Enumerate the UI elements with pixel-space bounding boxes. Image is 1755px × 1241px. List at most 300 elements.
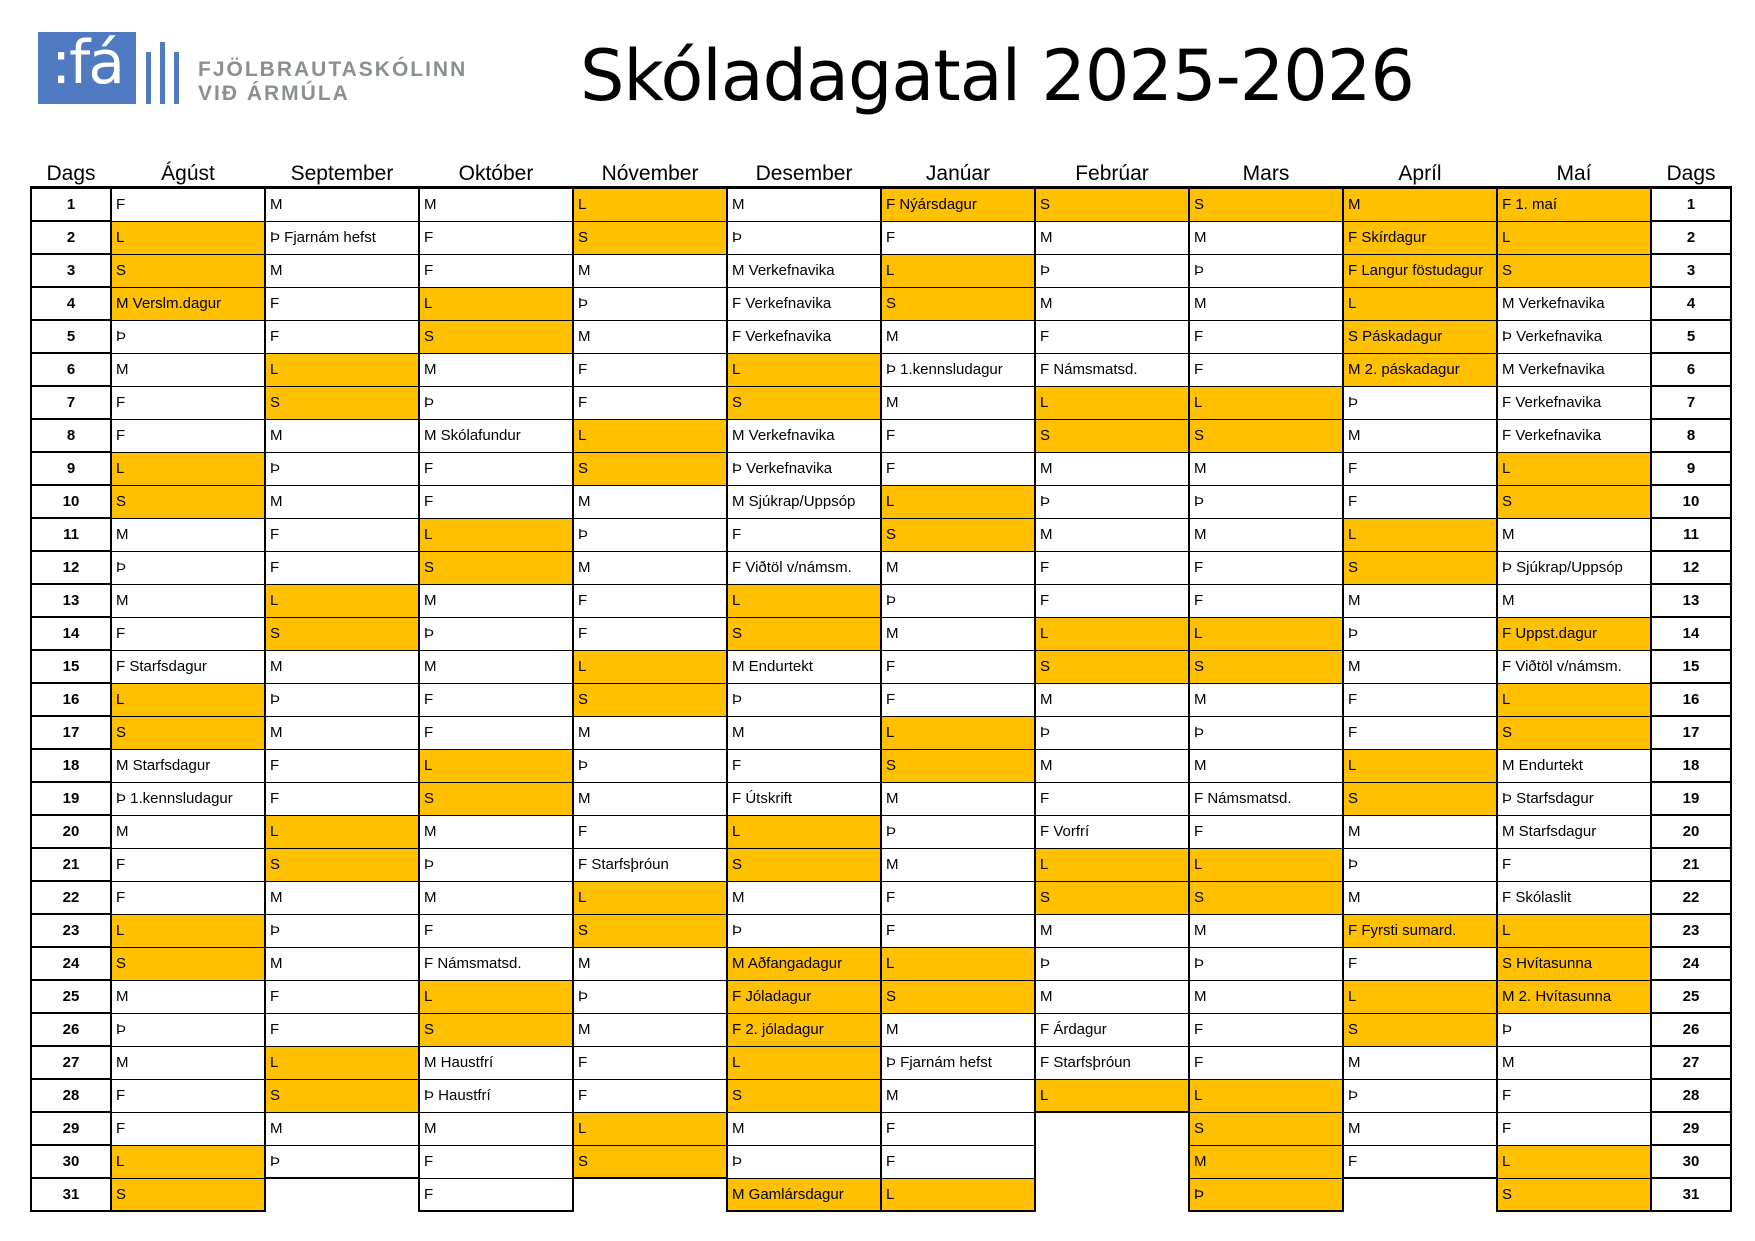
- day-cell: M: [881, 782, 1035, 815]
- day-cell: M: [573, 551, 727, 584]
- day-cell: L: [1189, 386, 1343, 419]
- day-number: 9: [1651, 452, 1731, 485]
- day-cell: M: [881, 551, 1035, 584]
- day-cell: M: [1035, 518, 1189, 551]
- day-cell: M: [573, 485, 727, 518]
- day-cell: L: [1343, 518, 1497, 551]
- day-cell: L: [111, 914, 265, 947]
- day-number: 13: [31, 584, 111, 617]
- day-cell: S: [111, 716, 265, 749]
- day-cell: L: [1497, 914, 1651, 947]
- day-cell: S: [265, 617, 419, 650]
- day-cell: S: [111, 254, 265, 287]
- day-cell: S: [265, 386, 419, 419]
- day-cell: F: [1343, 947, 1497, 980]
- day-cell: M: [1035, 221, 1189, 254]
- day-cell: L: [1035, 617, 1189, 650]
- day-cell: M: [1189, 518, 1343, 551]
- day-number: 17: [1651, 716, 1731, 749]
- day-number: 8: [1651, 419, 1731, 452]
- day-number: 1: [1651, 188, 1731, 222]
- day-cell: F: [111, 386, 265, 419]
- table-row: [31, 254, 1731, 287]
- day-cell: M: [1497, 518, 1651, 551]
- day-cell: F: [419, 683, 573, 716]
- day-cell: Þ: [1343, 386, 1497, 419]
- day-cell: F: [881, 419, 1035, 452]
- day-cell: S Páskadagur: [1343, 320, 1497, 353]
- day-number: 27: [31, 1046, 111, 1079]
- day-number: 1: [31, 188, 111, 222]
- day-number: 3: [31, 254, 111, 287]
- day-cell: M: [111, 815, 265, 848]
- day-header-right: Dags: [1651, 158, 1731, 188]
- day-cell: L: [1035, 1079, 1189, 1112]
- table-row: [31, 386, 1731, 419]
- page-title: Skóladagatal 2025-2026: [580, 35, 1414, 117]
- day-cell: F: [881, 221, 1035, 254]
- day-cell: F: [265, 551, 419, 584]
- day-cell: M 2. Hvítasunna: [1497, 980, 1651, 1013]
- table-row: [31, 683, 1731, 716]
- day-cell: M: [1189, 221, 1343, 254]
- day-cell: S: [573, 452, 727, 485]
- day-cell: F Viðtöl v/námsm.: [727, 551, 881, 584]
- day-cell: L: [111, 221, 265, 254]
- day-number: 15: [1651, 650, 1731, 683]
- day-cell: S: [1035, 419, 1189, 452]
- day-cell: L: [1497, 683, 1651, 716]
- day-cell: F: [111, 419, 265, 452]
- day-cell: Þ: [111, 320, 265, 353]
- day-number: 31: [31, 1178, 111, 1211]
- table-row: [31, 485, 1731, 518]
- day-cell: Þ: [1497, 1013, 1651, 1046]
- table-row: [31, 1046, 1731, 1079]
- table-row: [31, 716, 1731, 749]
- day-cell: Þ: [1189, 485, 1343, 518]
- day-cell: F: [265, 320, 419, 353]
- day-number: 29: [31, 1112, 111, 1145]
- day-cell: M: [881, 386, 1035, 419]
- day-cell: F: [573, 1046, 727, 1079]
- day-cell: M Verkefnavika: [1497, 287, 1651, 320]
- table-row: [31, 1145, 1731, 1178]
- day-cell: F: [265, 1013, 419, 1046]
- day-cell: Þ: [881, 584, 1035, 617]
- table-row: [31, 551, 1731, 584]
- day-cell: M: [265, 419, 419, 452]
- day-cell: L: [881, 1178, 1035, 1211]
- day-cell: S: [111, 947, 265, 980]
- day-cell: L: [1343, 980, 1497, 1013]
- calendar-body: [31, 188, 1731, 1212]
- day-cell: Þ: [1035, 947, 1189, 980]
- day-cell: F Viðtöl v/námsm.: [1497, 650, 1651, 683]
- day-cell: S: [727, 848, 881, 881]
- table-row: [31, 188, 1731, 222]
- day-cell: L: [419, 980, 573, 1013]
- day-cell: L: [1497, 452, 1651, 485]
- day-cell: S: [1035, 881, 1189, 914]
- day-cell: M: [419, 815, 573, 848]
- day-cell: F: [419, 1145, 573, 1178]
- day-cell: F: [111, 848, 265, 881]
- day-cell: F Verkefnavika: [727, 320, 881, 353]
- day-cell: F: [1189, 353, 1343, 386]
- day-cell: M: [573, 947, 727, 980]
- day-number: 26: [31, 1013, 111, 1046]
- logo-mark-text: :fá: [50, 28, 124, 98]
- day-cell: S: [1497, 485, 1651, 518]
- day-cell: F: [265, 287, 419, 320]
- table-row: [31, 518, 1731, 551]
- day-cell: M: [1189, 914, 1343, 947]
- table-row: [31, 320, 1731, 353]
- month-header: Ágúst: [111, 158, 265, 188]
- day-number: 30: [31, 1145, 111, 1178]
- day-cell: F Verkefnavika: [1497, 419, 1651, 452]
- day-cell: S: [881, 287, 1035, 320]
- day-cell: L: [1189, 1079, 1343, 1112]
- day-cell: M: [1343, 1112, 1497, 1145]
- day-cell: L: [419, 749, 573, 782]
- day-number: 14: [1651, 617, 1731, 650]
- month-header: Febrúar: [1035, 158, 1189, 188]
- month-header: Mars: [1189, 158, 1343, 188]
- day-cell: M: [1035, 683, 1189, 716]
- day-cell: Þ: [111, 1013, 265, 1046]
- day-cell: F: [1343, 485, 1497, 518]
- day-cell: S: [881, 980, 1035, 1013]
- table-row: [31, 221, 1731, 254]
- day-number: 11: [31, 518, 111, 551]
- day-cell: F: [1497, 1112, 1651, 1145]
- day-cell: S: [419, 320, 573, 353]
- day-cell: M: [1189, 287, 1343, 320]
- day-cell: M: [1343, 1046, 1497, 1079]
- day-cell: L: [573, 1112, 727, 1145]
- day-number: 9: [31, 452, 111, 485]
- table-row: [31, 782, 1731, 815]
- day-number: 25: [31, 980, 111, 1013]
- day-cell: L: [881, 716, 1035, 749]
- day-number: 19: [1651, 782, 1731, 815]
- month-header: Nóvember: [573, 158, 727, 188]
- day-cell: M Endurtekt: [727, 650, 881, 683]
- day-cell: L: [265, 1046, 419, 1079]
- day-cell: M: [111, 518, 265, 551]
- table-row: [31, 1079, 1731, 1112]
- day-cell: F Fyrsti sumard.: [1343, 914, 1497, 947]
- day-cell: Þ: [1189, 1178, 1343, 1211]
- day-cell: M Haustfrí: [419, 1046, 573, 1079]
- day-cell: M: [727, 1112, 881, 1145]
- day-cell: M: [1497, 584, 1651, 617]
- day-cell: Þ: [727, 683, 881, 716]
- day-cell: S: [1343, 551, 1497, 584]
- day-number: 25: [1651, 980, 1731, 1013]
- day-cell: M: [727, 716, 881, 749]
- day-cell: M: [573, 716, 727, 749]
- day-cell: L: [881, 254, 1035, 287]
- day-cell: Þ: [1035, 716, 1189, 749]
- table-row: [31, 617, 1731, 650]
- day-number: 4: [1651, 287, 1731, 320]
- day-cell: L: [573, 188, 727, 222]
- day-cell: F: [1497, 848, 1651, 881]
- table-row: [31, 980, 1731, 1013]
- day-cell: F: [881, 1112, 1035, 1145]
- day-cell: F: [881, 650, 1035, 683]
- day-cell: F: [265, 980, 419, 1013]
- empty-cell: [1035, 1112, 1189, 1145]
- day-cell: S: [1189, 188, 1343, 222]
- day-cell: F: [111, 188, 265, 222]
- month-header: Desember: [727, 158, 881, 188]
- day-cell: S: [111, 1178, 265, 1211]
- day-cell: S: [1343, 782, 1497, 815]
- day-cell: M Sjúkrap/Uppsóp: [727, 485, 881, 518]
- day-cell: F: [111, 1079, 265, 1112]
- day-cell: M: [1035, 914, 1189, 947]
- day-cell: M: [881, 320, 1035, 353]
- day-number: 4: [31, 287, 111, 320]
- day-cell: S: [1497, 254, 1651, 287]
- day-cell: L: [265, 584, 419, 617]
- day-cell: Þ: [573, 287, 727, 320]
- day-cell: Þ: [1189, 254, 1343, 287]
- day-cell: M: [1035, 452, 1189, 485]
- day-cell: Þ: [727, 1145, 881, 1178]
- day-cell: L: [573, 650, 727, 683]
- day-cell: M: [111, 980, 265, 1013]
- day-number: 6: [1651, 353, 1731, 386]
- day-cell: F: [881, 683, 1035, 716]
- day-cell: L: [727, 1046, 881, 1079]
- day-cell: F: [111, 1112, 265, 1145]
- day-cell: M: [1189, 749, 1343, 782]
- day-cell: F: [1035, 782, 1189, 815]
- day-cell: S: [111, 485, 265, 518]
- day-cell: S: [573, 914, 727, 947]
- day-cell: M: [881, 1013, 1035, 1046]
- day-cell: Þ: [265, 1145, 419, 1178]
- day-number: 2: [1651, 221, 1731, 254]
- day-cell: M: [265, 1112, 419, 1145]
- day-cell: F: [881, 914, 1035, 947]
- month-header: Apríl: [1343, 158, 1497, 188]
- day-cell: M: [573, 1013, 727, 1046]
- day-cell: Þ: [1343, 1079, 1497, 1112]
- day-cell: L: [727, 815, 881, 848]
- day-cell: F: [1035, 320, 1189, 353]
- day-cell: F: [419, 452, 573, 485]
- day-cell: M: [573, 254, 727, 287]
- table-row: [31, 584, 1731, 617]
- day-number: 7: [31, 386, 111, 419]
- empty-cell: [1343, 1178, 1497, 1211]
- day-number: 5: [31, 320, 111, 353]
- day-cell: L: [265, 353, 419, 386]
- day-number: 17: [31, 716, 111, 749]
- day-cell: M: [1189, 683, 1343, 716]
- day-cell: M: [727, 881, 881, 914]
- day-cell: F: [573, 1079, 727, 1112]
- table-row: [31, 287, 1731, 320]
- day-cell: F: [573, 584, 727, 617]
- table-row: [31, 452, 1731, 485]
- day-cell: F 1. maí: [1497, 188, 1651, 222]
- day-number: 23: [1651, 914, 1731, 947]
- day-cell: F: [265, 518, 419, 551]
- day-number: 29: [1651, 1112, 1731, 1145]
- empty-cell: [265, 1178, 419, 1211]
- day-cell: L: [1497, 221, 1651, 254]
- day-cell: Þ: [1189, 716, 1343, 749]
- day-cell: F: [419, 485, 573, 518]
- day-cell: F: [1189, 551, 1343, 584]
- day-cell: F: [419, 254, 573, 287]
- day-cell: L: [1343, 287, 1497, 320]
- day-number: 12: [31, 551, 111, 584]
- day-cell: M: [1343, 419, 1497, 452]
- day-number: 12: [1651, 551, 1731, 584]
- day-number: 24: [1651, 947, 1731, 980]
- day-cell: Þ: [1035, 254, 1189, 287]
- day-cell: F Skólaslit: [1497, 881, 1651, 914]
- day-number: 18: [31, 749, 111, 782]
- day-number: 24: [31, 947, 111, 980]
- day-cell: M: [573, 320, 727, 353]
- day-cell: F Vorfrí: [1035, 815, 1189, 848]
- day-cell: M: [265, 485, 419, 518]
- day-cell: S: [265, 848, 419, 881]
- day-cell: M: [1189, 980, 1343, 1013]
- day-cell: F: [1189, 1046, 1343, 1079]
- day-cell: F: [1035, 584, 1189, 617]
- day-cell: F Uppst.dagur: [1497, 617, 1651, 650]
- day-cell: Þ: [727, 914, 881, 947]
- table-row: [31, 914, 1731, 947]
- school-logo: [38, 30, 478, 110]
- day-number: 18: [1651, 749, 1731, 782]
- day-cell: F: [881, 1145, 1035, 1178]
- day-cell: M: [419, 881, 573, 914]
- day-cell: F: [727, 518, 881, 551]
- day-cell: M: [111, 353, 265, 386]
- month-header: Október: [419, 158, 573, 188]
- header-row: [31, 158, 1731, 188]
- day-cell: F: [1189, 815, 1343, 848]
- day-cell: L: [265, 815, 419, 848]
- day-number: 19: [31, 782, 111, 815]
- day-cell: M: [265, 254, 419, 287]
- day-cell: M: [419, 584, 573, 617]
- day-cell: F: [1343, 1145, 1497, 1178]
- day-cell: F: [573, 353, 727, 386]
- day-cell: Þ: [419, 848, 573, 881]
- day-cell: M: [265, 881, 419, 914]
- day-cell: S: [727, 386, 881, 419]
- table-row: [31, 749, 1731, 782]
- day-cell: M: [265, 947, 419, 980]
- month-header: Maí: [1497, 158, 1651, 188]
- day-cell: F: [111, 881, 265, 914]
- day-cell: F: [573, 617, 727, 650]
- day-cell: F: [1343, 716, 1497, 749]
- day-cell: M: [881, 848, 1035, 881]
- day-cell: Þ Verkefnavika: [727, 452, 881, 485]
- day-number: 10: [31, 485, 111, 518]
- day-cell: S: [1189, 881, 1343, 914]
- day-cell: Þ: [573, 518, 727, 551]
- day-cell: Þ: [1035, 485, 1189, 518]
- table-row: [31, 650, 1731, 683]
- table-row: [31, 1112, 1731, 1145]
- table-row: [31, 848, 1731, 881]
- day-cell: Þ 1.kennsludagur: [881, 353, 1035, 386]
- day-cell: M Aðfangadagur: [727, 947, 881, 980]
- day-cell: Þ: [1343, 617, 1497, 650]
- table-row: [31, 815, 1731, 848]
- day-cell: S: [1189, 650, 1343, 683]
- day-cell: Þ 1.kennsludagur: [111, 782, 265, 815]
- day-cell: M: [573, 782, 727, 815]
- day-cell: M: [881, 617, 1035, 650]
- day-cell: F Útskrift: [727, 782, 881, 815]
- day-cell: M Starfsdagur: [111, 749, 265, 782]
- day-cell: M: [111, 1046, 265, 1079]
- day-cell: S: [573, 221, 727, 254]
- day-cell: L: [111, 683, 265, 716]
- day-number: 22: [1651, 881, 1731, 914]
- day-number: 20: [31, 815, 111, 848]
- day-cell: L: [881, 947, 1035, 980]
- day-cell: S: [1189, 419, 1343, 452]
- day-cell: M: [1189, 452, 1343, 485]
- day-header-left: Dags: [31, 158, 111, 188]
- table-row: [31, 353, 1731, 386]
- day-cell: F: [573, 386, 727, 419]
- day-cell: M: [1343, 815, 1497, 848]
- day-cell: F: [419, 221, 573, 254]
- day-cell: M 2. páskadagur: [1343, 353, 1497, 386]
- table-row: [31, 881, 1731, 914]
- day-cell: F: [265, 782, 419, 815]
- day-cell: S: [1035, 650, 1189, 683]
- day-number: 27: [1651, 1046, 1731, 1079]
- day-cell: Þ: [573, 749, 727, 782]
- day-number: 14: [31, 617, 111, 650]
- day-cell: S: [573, 1145, 727, 1178]
- day-cell: F: [727, 749, 881, 782]
- day-cell: Þ Haustfrí: [419, 1079, 573, 1112]
- day-cell: F Nýársdagur: [881, 188, 1035, 222]
- day-cell: M: [1497, 1046, 1651, 1079]
- day-cell: Þ: [419, 386, 573, 419]
- day-number: 8: [31, 419, 111, 452]
- day-cell: M: [265, 188, 419, 222]
- day-cell: M: [1343, 584, 1497, 617]
- day-cell: M: [111, 584, 265, 617]
- day-cell: Þ: [1189, 947, 1343, 980]
- day-cell: F: [419, 914, 573, 947]
- day-number: 15: [31, 650, 111, 683]
- day-number: 28: [31, 1079, 111, 1112]
- day-cell: F 2. jóladagur: [727, 1013, 881, 1046]
- day-cell: Þ: [265, 914, 419, 947]
